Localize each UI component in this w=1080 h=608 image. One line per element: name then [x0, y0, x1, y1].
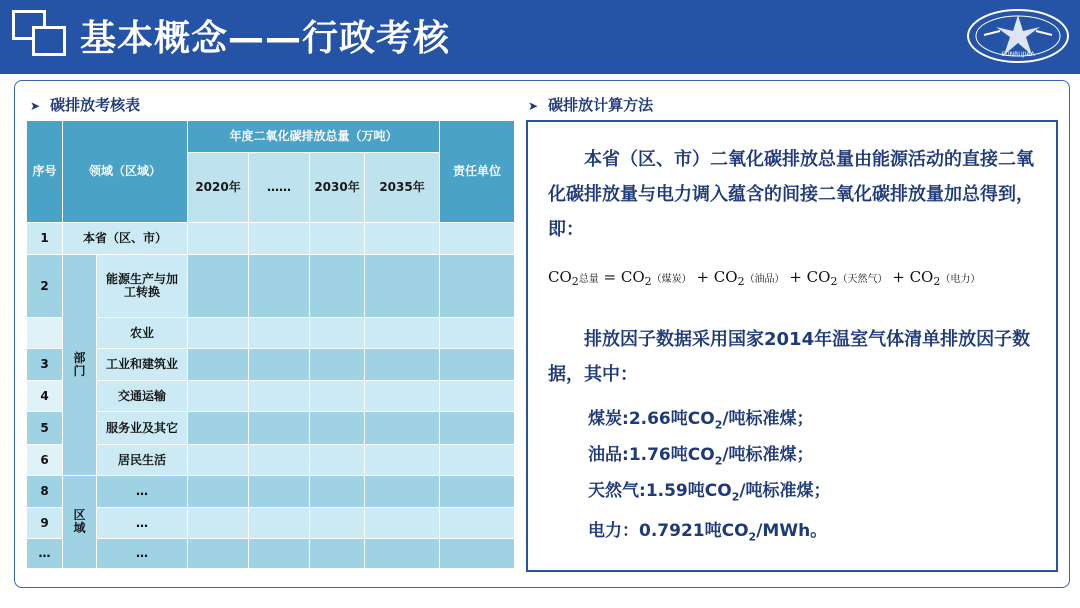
header-year: 2035年: [365, 153, 440, 223]
row-no: [27, 318, 63, 349]
row-no: …: [27, 539, 63, 569]
row-label: 本省（区、市）: [63, 223, 188, 255]
factors-paragraph: 排放因子数据采用国家2014年温室气体清单排放因子数据，其中：: [548, 329, 1031, 385]
emission-formula: $CO_2$总量 = $CO_2$（煤炭） + $CO_2$（油品） + $CO_2$（天然气） + $CO_2$（电力）: [548, 268, 981, 288]
calculation-method-box: [526, 120, 1058, 572]
row-no: 3: [27, 349, 63, 381]
carbon-assessment-table: [26, 120, 514, 570]
row-label: …: [97, 508, 188, 539]
header-seq: 序号: [27, 121, 63, 223]
row-no: 6: [27, 445, 63, 476]
header-year: 2030年: [310, 153, 365, 223]
row-label: 工业和建筑业: [97, 349, 188, 381]
header-year: 2020年: [188, 153, 249, 223]
row-no: 1: [27, 223, 63, 255]
header-total: 年度二氧化碳排放总量（万吨）: [188, 121, 440, 153]
row-label: 农业: [97, 318, 188, 349]
row-no: 9: [27, 508, 63, 539]
factor-coal: 煤炭:2.66吨$CO_2/$吨标准煤；: [588, 409, 814, 432]
arrow-right-icon: ➤: [30, 99, 41, 113]
group-dept: 部门: [63, 255, 97, 476]
row-label: 居民生活: [97, 445, 188, 476]
row-label: …: [97, 476, 188, 508]
logo-squares-icon: [12, 10, 68, 58]
row-label: 交通运输: [97, 381, 188, 412]
factor-gas: 天然气:1.59吨$CO_2/$吨标准煤；: [588, 481, 831, 504]
right-section-title: ➤ 碳排放计算方法: [528, 96, 654, 114]
university-emblem-icon: [966, 7, 1070, 65]
row-label: 能源生产与加工转换: [97, 255, 188, 318]
row-label: 服务业及其它: [97, 412, 188, 445]
emblem-text: SUNRUJIAA: [1001, 51, 1035, 58]
row-no: 5: [27, 412, 63, 445]
group-region: 区域: [63, 476, 97, 569]
header-bar: [0, 0, 1080, 74]
row-no: 4: [27, 381, 63, 412]
arrow-right-icon: ➤: [528, 99, 539, 113]
header-year: ……: [249, 153, 310, 223]
row-label: …: [97, 539, 188, 569]
left-section-title: ➤ 碳排放考核表: [30, 96, 141, 114]
factor-oil: 油品:1.76吨$CO_2/$吨标准煤；: [588, 445, 814, 468]
header-responsible: 责任单位: [440, 121, 515, 223]
header-domain: 领域（区域）: [63, 121, 188, 223]
factor-power: 电力：0.7921吨$CO_2$/MWh。: [588, 521, 828, 544]
row-no: 8: [27, 476, 63, 508]
intro-paragraph: 本省（区、市）二氧化碳排放总量由能源活动的直接二氧化碳排放量与电力调入蕴含的间接二氧化碳排放量加总得到，即：: [548, 149, 1034, 240]
row-no: 2: [27, 255, 63, 318]
page-title: 基本概念——行政考核: [80, 18, 451, 59]
